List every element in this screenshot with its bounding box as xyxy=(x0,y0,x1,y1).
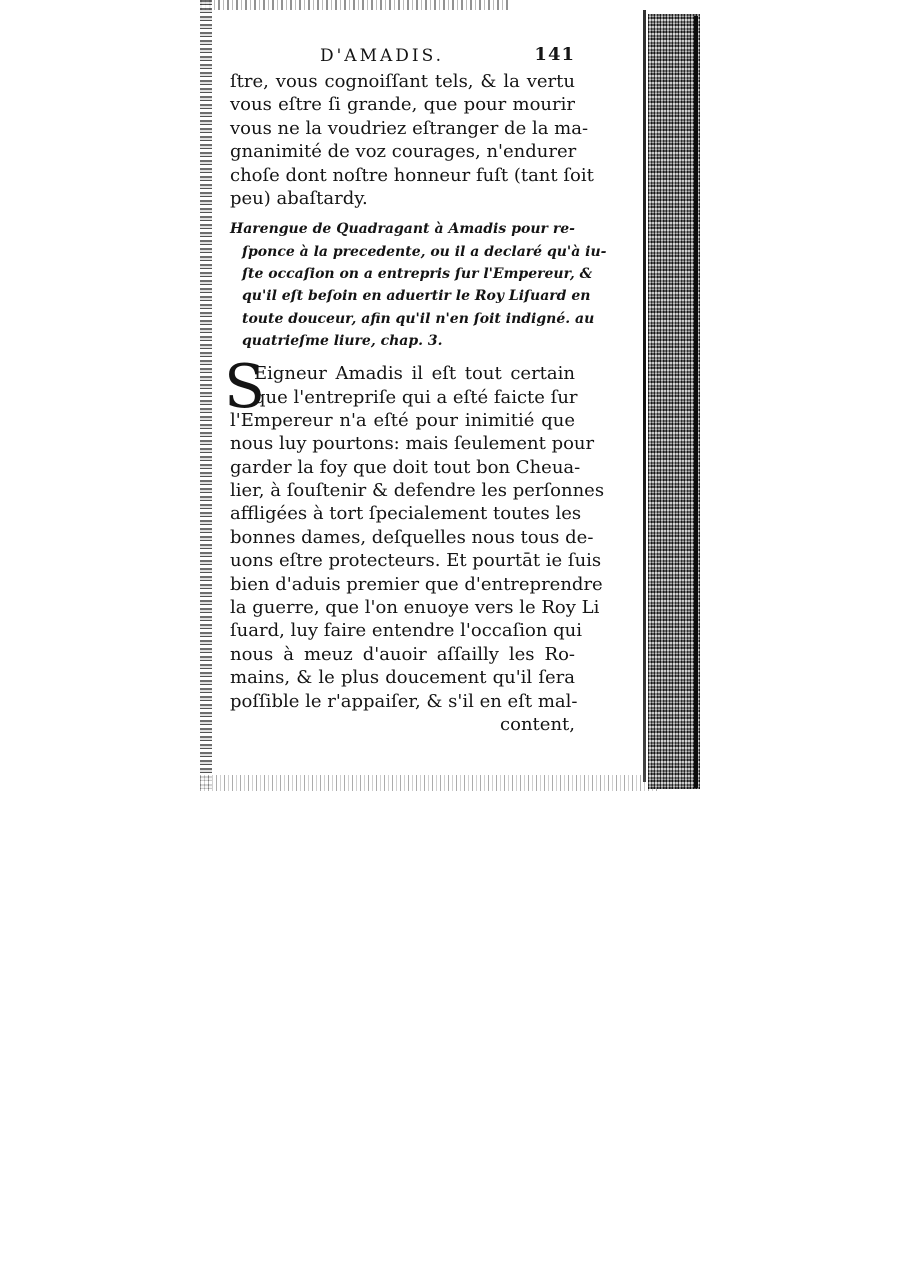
text-line: lier, à ſouſtenir & defendre les perſonnes xyxy=(230,480,605,502)
text-line: Eigneur Amadis il eſt tout certain xyxy=(254,363,575,385)
speech-paragraph xyxy=(224,352,605,736)
rubric-line: Harengue de Quadragant à Amadis pour re- xyxy=(230,221,575,238)
text-line: choſe dont noſtre honneur fuſt (tant ſoit xyxy=(230,164,594,186)
book-binding-edge xyxy=(648,14,700,789)
rubric-line: quatrieſme liure, chap. 3. xyxy=(242,332,443,349)
text-line: vous ne la voudriez eſtranger de la ma- xyxy=(230,117,589,139)
text-line: bien d'aduis premier que d'entreprendre xyxy=(230,573,603,595)
text-line: garder la foy que doit tout bon Cheua- xyxy=(230,456,581,478)
rubric-line: toute douceur, afin qu'il n'en ſoit indigné. au xyxy=(242,310,595,327)
text-line: poſſible le r'appaiſer, & s'il en eſt mal- xyxy=(230,690,578,712)
text-line: l'Empereur n'a eſté pour inimitié que xyxy=(230,409,575,431)
text-line: ſuard, luy faire entendre l'occaſion qui xyxy=(230,620,583,642)
rubric-line: ſponce à la precedente, ou il a declaré qu'à iu- xyxy=(242,243,607,260)
text-line: que l'entrepriſe qui a eſté faicte ſur xyxy=(254,386,578,408)
page-edge-top xyxy=(200,0,510,10)
text-block xyxy=(224,40,607,736)
text-line: gnanimité de voz courages, n'endurer xyxy=(230,141,577,163)
page-edge-bottom xyxy=(200,775,660,791)
text-line: nous luy pourtons: mais ſeulement pour xyxy=(230,433,595,455)
page-edge-left xyxy=(200,0,212,792)
text-line: mains, & le plus doucement qu'il ſera xyxy=(230,667,575,689)
text-line: ſtre, vous cognoiſſant tels, & la vertu xyxy=(230,71,575,92)
text-line: peu) abaſtardy. xyxy=(230,187,368,209)
rubric-line: ſte occaſion on a entrepris ſur l'Empereur, & xyxy=(242,265,593,282)
drop-cap: S xyxy=(224,352,266,423)
running-head xyxy=(230,40,575,70)
text-line: affligées à tort ſpecialement toutes les xyxy=(230,503,582,525)
catchword: content, xyxy=(500,713,575,735)
page-number: 141 xyxy=(534,44,575,65)
book-binding-outer-edge xyxy=(694,16,698,788)
text-line: vous eſtre ſi grande, que pour mourir xyxy=(230,94,575,116)
chapter-rubric xyxy=(230,218,607,352)
running-head-title: D'AMADIS. xyxy=(320,46,445,66)
text-line: nous à meuz d'auoir aſſailly les Ro- xyxy=(230,643,575,665)
text-line: bonnes dames, deſquelles nous tous de- xyxy=(230,526,594,548)
gutter-line xyxy=(643,10,646,782)
text-line: la guerre, que l'on enuoye vers le Roy Li xyxy=(230,597,600,619)
text-line: uons eſtre protecteurs. Et pourtāt ie ſuis xyxy=(230,550,602,572)
opening-paragraph xyxy=(230,70,594,210)
rubric-line: qu'il eſt beſoin en aduertir le Roy Liſuard en xyxy=(242,288,591,305)
